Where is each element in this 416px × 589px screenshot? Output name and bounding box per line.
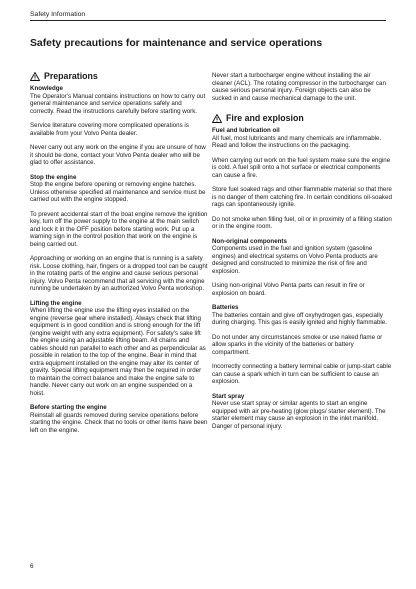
paragraph: Service literature covering more complicated operations is available from your Volvo Penta dealer. xyxy=(30,122,189,137)
left-column xyxy=(30,72,208,441)
fire-explosion-heading-text: Fire and explosion xyxy=(226,112,304,123)
paragraph: Components used in the fuel and ignition system (gasoline engines) and electrical systems on Volvo Penta products are designed and constructed to minimize the risk of fire and explosion. xyxy=(212,245,378,275)
fuel-oil-heading: Fuel and lubrication oil xyxy=(212,127,280,134)
page-title: Safety precautions for maintenance and service operations xyxy=(30,38,323,49)
section-label: Safety Information xyxy=(30,11,86,18)
preparations-heading xyxy=(30,72,208,81)
lifting-engine-heading: Lifting the engine xyxy=(30,299,82,307)
paragraph: Never start a turbocharger engine without installing the air cleaner (ACL). The rotating compressor in the turbocharger can cause serious personal injury. Foreign objects can also be sucked in and cause mechanical damage to the unit. xyxy=(212,72,386,102)
paragraph: Incorrectly connecting a battery terminal cable or jump-start cable can cause a spark which in turn can be sufficient to cause an explosion. xyxy=(212,363,392,385)
page-number: 6 xyxy=(30,563,34,570)
non-original-heading: Non-original components xyxy=(212,237,287,245)
paragraph: When carrying out work on the fuel system make sure the engine is cold. A fuel spill onto a hot surface or electrical components can cause a fire. xyxy=(212,156,391,179)
batteries-heading: Batteries xyxy=(212,304,239,311)
header-divider xyxy=(30,20,386,21)
right-column xyxy=(212,72,392,437)
paragraph: Do not smoke when filling fuel, oil or in proximity of a filling station or in the engine room. xyxy=(212,215,392,230)
paragraph: The batteries contain and give off oxyhydrogen gas, especially during charging. This gas is easily ignited and highly flammable. xyxy=(212,311,387,326)
warning-triangle-icon xyxy=(212,114,222,123)
paragraph: When lifting the engine use the lifting eyes installed on the engine (reverse gear where installed). Always check that lifting equipment is in good condition and is strong enough for the lift (engine weight with any extra equipment). For safety's sake lift the engine using an adjustable lifting beam. All chains and cables should run parallel to each other and as perpendicular as possible in relation to the top of the engine. Bear in mind that extra equipment installed on the engine may alter its center of gravity. Special lifting equipment may then be required in order to maintain the correct balance and make the engine safe to handle. Never carry out work on an engine suspended on a hoist. xyxy=(30,307,206,397)
paragraph: Never use start spray or similar agents to start an engine equipped with air pre-heating (glow plugs/ starter element). The starter element may cause an explosion in the inlet manifold. Danger of personal injury. xyxy=(212,400,386,430)
paragraph: To prevent accidental start of the boat engine remove the ignition key, turn off the power supply to the engine at the main switch and lock it in the OFF position before starting work. Put up a warning sign in the control position that work on the engine is being carried out. xyxy=(30,210,208,248)
paragraph: Do not under any circumstances smoke or use naked flame or allow sparks in the vicinity of the batteries or battery compartment. xyxy=(212,333,383,356)
page-header xyxy=(0,0,416,26)
preparations-heading-text: Preparations xyxy=(44,70,98,81)
paragraph: Approaching or working on an engine that is running is a safety risk. Loose clothing, hair, fingers or a dropped tool can be caught in the rotating parts of the engine and cause serious personal injury. Volvo Penta recommend that all servicing with the engine running be undertaken by an authorized Volvo Penta workshop. xyxy=(30,255,208,292)
fire-explosion-heading xyxy=(212,114,392,123)
paragraph: All fuel, most lubricants and many chemicals are inflammable. Read and follow the instructions on the packaging. xyxy=(212,134,382,149)
paragraph: Store fuel soaked rags and other flammable material so that there is no danger of them catching fire. In certain conditions oil-soaked rags can spontaneously ignite. xyxy=(212,186,392,208)
start-spray-heading: Start spray xyxy=(212,392,245,400)
paragraph: The Operator's Manual contains instructions on how to carry out general maintenance and service operations safely and correctly. Read the instructions carefully before starting work. xyxy=(30,92,206,115)
stop-engine-heading: Stop the engine xyxy=(30,173,77,181)
paragraph: Stop the engine before opening or removing engine hatches. Unless otherwise specified all maintenance and service must be carried out with the engine stopped. xyxy=(30,181,206,203)
paragraph: Never carry out any work on the engine if you are unsure of how it should be done, contact your Volvo Penta dealer who will be glad to offer assistance. xyxy=(30,144,206,166)
warning-triangle-icon xyxy=(30,72,40,81)
paragraph: Reinstall all guards removed during service operations before starting the engine. Check that no tools or other items have been left on the engine. xyxy=(30,411,208,434)
paragraph: Using non-original Volvo Penta parts can result in fire or explosion on board. xyxy=(212,282,365,297)
before-starting-heading: Before starting the engine xyxy=(30,404,107,411)
knowledge-heading: Knowledge xyxy=(30,85,64,92)
